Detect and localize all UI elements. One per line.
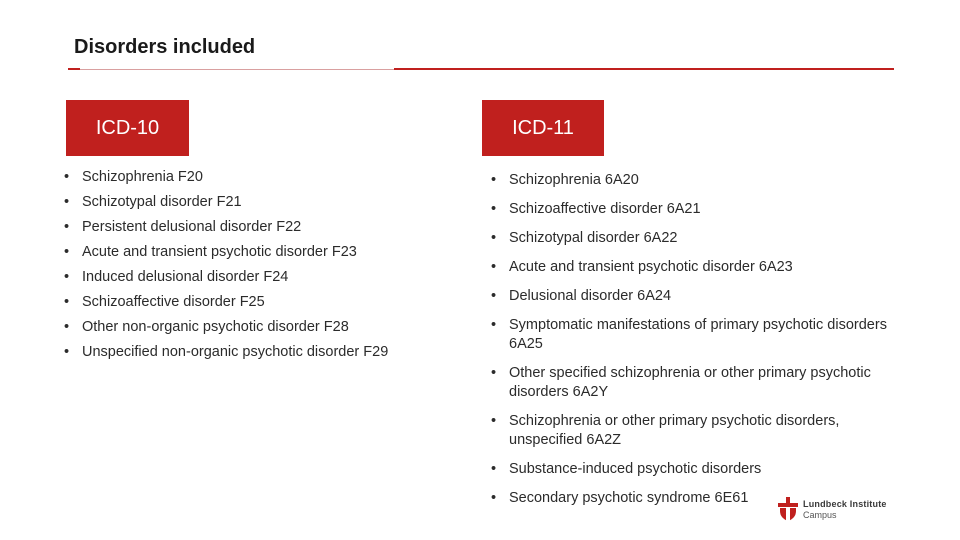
icd10-item: • Schizotypal disorder F21 <box>64 193 464 212</box>
title-underline-thin <box>80 69 394 70</box>
icd11-item: • Substance-induced psychotic disorders <box>491 460 891 479</box>
icd10-item: • Persistent delusional disorder F22 <box>64 218 464 237</box>
icd10-item: • Acute and transient psychotic disorder F23 <box>64 243 464 262</box>
title-underline-main <box>394 68 894 70</box>
icd11-item: • Delusional disorder 6A24 <box>491 287 891 306</box>
icd10-list <box>64 168 464 368</box>
title-underline-accent <box>68 68 80 70</box>
icd11-item: • Schizoaffective disorder 6A21 <box>491 200 891 219</box>
icd10-item: • Schizoaffective disorder F25 <box>64 293 464 312</box>
icd11-item: • Schizophrenia or other primary psychotic disorders, unspecified 6A2Z <box>491 412 891 450</box>
icd10-item: • Unspecified non-organic psychotic disorder F29 <box>64 343 464 362</box>
icd10-item: • Induced delusional disorder F24 <box>64 268 464 287</box>
icd11-item: • Symptomatic manifestations of primary psychotic disorders 6A25 <box>491 316 891 354</box>
icd11-heading: ICD-11 <box>482 100 604 156</box>
icd11-item: • Schizotypal disorder 6A22 <box>491 229 891 248</box>
logo-text-secondary: Campus <box>803 510 837 520</box>
icd10-item: • Schizophrenia F20 <box>64 168 464 187</box>
lundbeck-logo <box>778 497 908 525</box>
lundbeck-mark-icon <box>778 497 798 521</box>
icd11-list <box>491 171 891 518</box>
icd11-item: • Other specified schizophrenia or other primary psychotic disorders 6A2Y <box>491 364 891 402</box>
icd10-item: • Other non-organic psychotic disorder F28 <box>64 318 464 337</box>
logo-text-primary: Lundbeck Institute <box>803 499 887 509</box>
icd10-heading: ICD-10 <box>66 100 189 156</box>
icd11-item: • Secondary psychotic syndrome 6E61 <box>491 489 891 508</box>
icd11-item: • Schizophrenia 6A20 <box>491 171 891 190</box>
icd11-item: • Acute and transient psychotic disorder 6A23 <box>491 258 891 277</box>
slide-title: Disorders included <box>74 36 256 58</box>
